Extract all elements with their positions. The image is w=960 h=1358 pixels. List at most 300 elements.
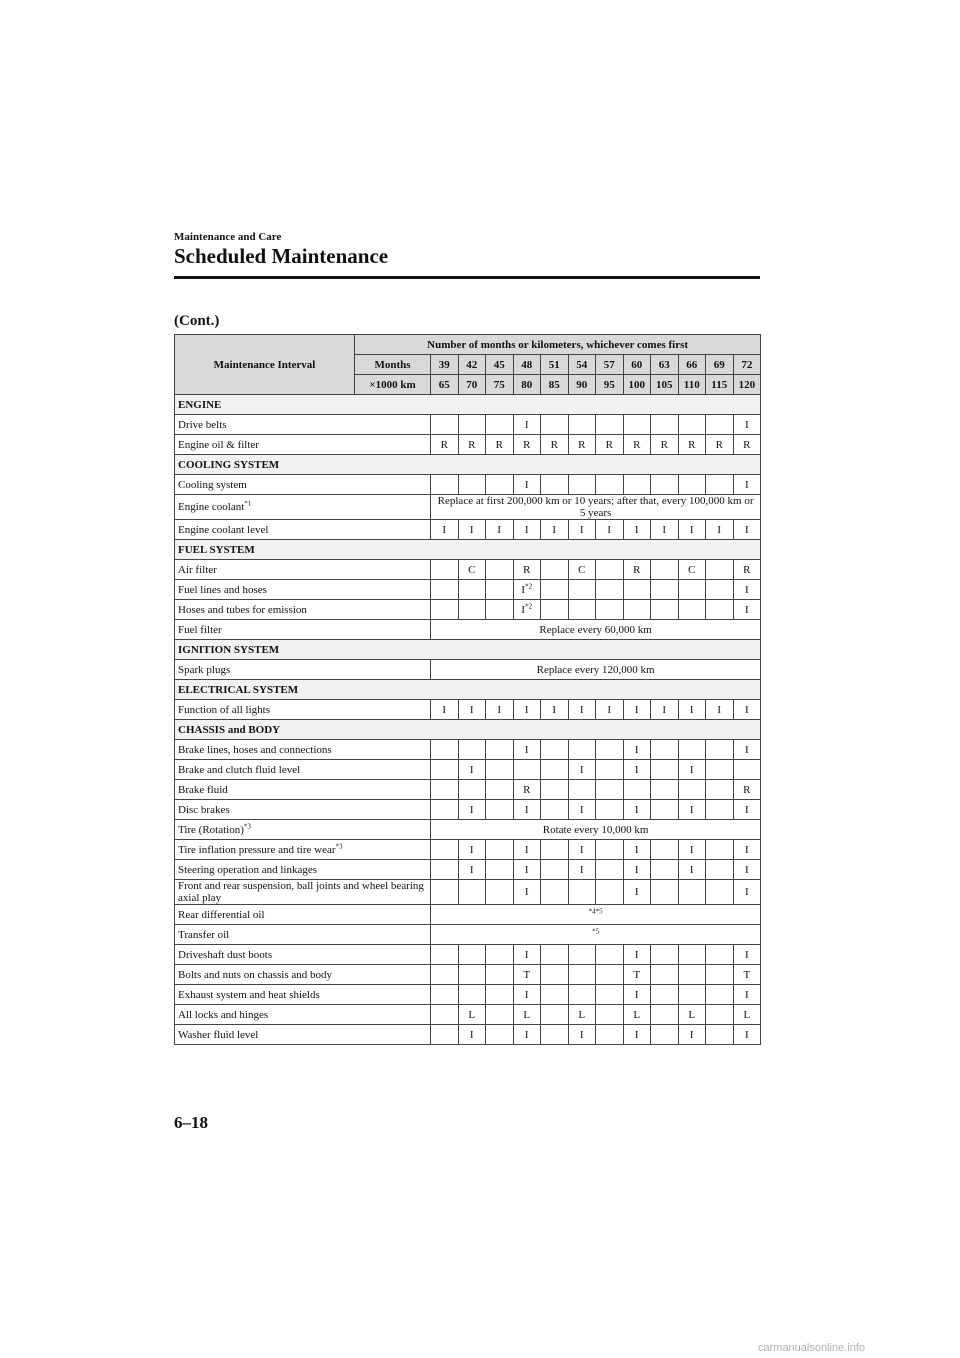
schedule-table-body <box>175 335 761 1045</box>
schedule-cell <box>486 560 514 580</box>
table-row <box>175 475 761 495</box>
km-header-6: 95 <box>596 375 624 395</box>
schedule-cell <box>678 520 706 540</box>
schedule-cell <box>651 985 679 1005</box>
footnote-ref: *3 <box>243 821 251 830</box>
cell-value: R <box>578 438 586 451</box>
schedule-cell <box>458 945 486 965</box>
cell-value: T <box>633 968 641 981</box>
schedule-cell <box>431 800 459 820</box>
cell-value: I <box>521 583 526 596</box>
schedule-cell <box>513 700 541 720</box>
month-header-10: 69 <box>706 355 734 375</box>
cell-value: R <box>605 438 613 451</box>
cell-value: I <box>717 523 722 536</box>
item-label-cell <box>175 1005 431 1025</box>
cell-value: I <box>469 843 474 856</box>
schedule-cell <box>706 700 734 720</box>
schedule-cell <box>678 740 706 760</box>
schedule-cell <box>513 560 541 580</box>
schedule-cell <box>596 880 624 905</box>
km-label: ×1000 km <box>355 375 431 395</box>
cell-value: R <box>688 438 696 451</box>
schedule-cell <box>623 600 651 620</box>
cell-value: L <box>743 1008 751 1021</box>
km-header-1: 70 <box>458 375 486 395</box>
schedule-cell <box>568 965 596 985</box>
schedule-cell <box>623 965 651 985</box>
schedule-cell <box>458 700 486 720</box>
cell-value: R <box>468 438 476 451</box>
schedule-cell <box>733 985 761 1005</box>
item-label: Tire inflation pressure and tire wear <box>178 843 336 856</box>
item-label-cell <box>175 800 431 820</box>
schedule-cell <box>458 1005 486 1025</box>
cell-value: R <box>440 438 448 451</box>
schedule-cell <box>541 860 569 880</box>
cell-value: I <box>745 523 749 536</box>
schedule-cell <box>651 600 679 620</box>
schedule-cell <box>431 700 459 720</box>
cell-value: I <box>607 523 612 536</box>
schedule-cell <box>458 780 486 800</box>
cell-value: I <box>662 523 667 536</box>
table-row <box>175 740 761 760</box>
km-header-7: 100 <box>623 375 651 395</box>
table-row <box>175 945 761 965</box>
month-header-8: 63 <box>651 355 679 375</box>
schedule-cell <box>486 1025 514 1045</box>
schedule-cell <box>486 860 514 880</box>
cell-value: I <box>689 703 694 716</box>
schedule-cell <box>596 435 624 455</box>
footnote-ref: *5 <box>592 926 600 935</box>
schedule-cell <box>541 945 569 965</box>
schedule-cell <box>486 475 514 495</box>
table-row <box>175 660 761 680</box>
schedule-cell <box>458 415 486 435</box>
cell-value: R <box>523 783 531 796</box>
cell-value: I <box>579 863 584 876</box>
item-label-cell <box>175 945 431 965</box>
item-label: Tire (Rotation) <box>178 823 244 836</box>
month-header-1: 42 <box>458 355 486 375</box>
schedule-cell <box>733 475 761 495</box>
table-row <box>175 800 761 820</box>
km-header-2: 75 <box>486 375 514 395</box>
item-label-cell <box>175 620 431 640</box>
table-row <box>175 760 761 780</box>
schedule-cell <box>678 475 706 495</box>
schedule-cell <box>623 985 651 1005</box>
schedule-cell <box>568 985 596 1005</box>
header-row-span <box>175 335 761 355</box>
cell-value: I <box>745 948 749 961</box>
table-row <box>175 415 761 435</box>
schedule-cell <box>541 415 569 435</box>
km-header-8: 105 <box>651 375 679 395</box>
schedule-cell <box>513 740 541 760</box>
item-label-cell <box>175 475 431 495</box>
item-label: Engine coolant <box>178 501 245 513</box>
schedule-cell <box>706 860 734 880</box>
schedule-cell <box>623 880 651 905</box>
schedule-cell <box>431 965 459 985</box>
item-label: Fuel lines and hoses <box>178 583 267 596</box>
cell-value: I <box>634 843 639 856</box>
item-label: Brake and clutch fluid level <box>178 763 301 776</box>
schedule-cell <box>596 780 624 800</box>
schedule-cell <box>706 880 734 905</box>
schedule-cell <box>431 520 459 540</box>
schedule-cell <box>678 435 706 455</box>
cell-value: I <box>745 988 749 1001</box>
item-label: Engine coolant level <box>178 523 269 536</box>
schedule-cell <box>486 700 514 720</box>
span-cell <box>431 925 761 945</box>
cell-value: I <box>524 863 529 876</box>
schedule-cell <box>623 740 651 760</box>
months-label: Months <box>355 355 431 375</box>
section-row <box>175 720 761 740</box>
schedule-cell <box>678 600 706 620</box>
km-header-9: 110 <box>678 375 706 395</box>
month-header-11: 72 <box>733 355 761 375</box>
schedule-cell <box>486 945 514 965</box>
item-label-cell <box>175 760 431 780</box>
item-label-cell <box>175 495 431 520</box>
schedule-cell <box>651 800 679 820</box>
schedule-cell <box>706 945 734 965</box>
item-label-cell <box>175 560 431 580</box>
schedule-cell <box>486 435 514 455</box>
item-label-cell <box>175 700 431 720</box>
schedule-cell <box>651 415 679 435</box>
cell-value: I <box>579 1028 584 1041</box>
cell-value: R <box>523 438 531 451</box>
cell-value: I <box>497 523 502 536</box>
schedule-cell <box>486 580 514 600</box>
cell-value: I <box>469 523 474 536</box>
cell-value: I <box>552 523 557 536</box>
cell-value: I <box>745 583 749 596</box>
span-text: Replace at first 200,000 km or 10 years; after that, every 100,000 km or 5 years <box>437 495 754 519</box>
schedule-cell <box>678 985 706 1005</box>
schedule-cell <box>623 580 651 600</box>
schedule-cell <box>733 740 761 760</box>
table-row <box>175 880 761 905</box>
watermark: carmanualsonline.info <box>758 1342 866 1354</box>
section-row <box>175 680 761 700</box>
schedule-cell <box>486 780 514 800</box>
schedule-cell <box>596 600 624 620</box>
schedule-cell <box>541 780 569 800</box>
item-label: Hoses and tubes for emission <box>178 603 307 616</box>
item-label-cell <box>175 905 431 925</box>
month-header-2: 45 <box>486 355 514 375</box>
schedule-cell <box>733 415 761 435</box>
schedule-cell <box>513 580 541 600</box>
cell-value: C <box>688 563 696 576</box>
schedule-cell <box>541 580 569 600</box>
cell-value: I <box>579 803 584 816</box>
cell-value: I <box>689 763 694 776</box>
schedule-cell <box>568 1025 596 1045</box>
schedule-cell <box>651 840 679 860</box>
cell-value: L <box>468 1008 476 1021</box>
cell-value: I <box>745 803 749 816</box>
schedule-cell <box>651 475 679 495</box>
cell-value: L <box>578 1008 586 1021</box>
cell-value: I <box>442 523 447 536</box>
schedule-cell <box>651 520 679 540</box>
schedule-cell <box>623 945 651 965</box>
schedule-cell <box>541 985 569 1005</box>
item-label: Driveshaft dust boots <box>178 948 273 961</box>
schedule-cell <box>431 840 459 860</box>
schedule-cell <box>486 520 514 540</box>
schedule-cell <box>458 600 486 620</box>
schedule-cell <box>596 985 624 1005</box>
schedule-cell <box>458 760 486 780</box>
schedule-cell <box>623 560 651 580</box>
schedule-cell <box>706 840 734 860</box>
item-label: Rear differential oil <box>178 908 265 921</box>
schedule-cell <box>568 800 596 820</box>
cell-value: I <box>745 478 749 491</box>
cell-value: L <box>523 1008 531 1021</box>
cell-value: I <box>552 703 557 716</box>
schedule-cell <box>623 860 651 880</box>
cell-value: I <box>521 603 526 616</box>
title-rule <box>174 276 760 279</box>
span-cell <box>431 495 761 520</box>
section-row <box>175 540 761 560</box>
page-title: Scheduled Maintenance <box>174 244 389 268</box>
schedule-cell <box>733 560 761 580</box>
schedule-cell <box>431 760 459 780</box>
schedule-cell <box>623 1025 651 1045</box>
cell-value: T <box>523 968 531 981</box>
schedule-cell <box>596 740 624 760</box>
schedule-cell <box>513 600 541 620</box>
schedule-cell <box>486 840 514 860</box>
schedule-cell <box>541 840 569 860</box>
item-label: Brake lines, hoses and connections <box>178 743 332 756</box>
schedule-cell <box>651 760 679 780</box>
schedule-cell <box>651 860 679 880</box>
item-label: Drive belts <box>178 418 227 431</box>
schedule-cell <box>651 560 679 580</box>
schedule-cell <box>568 945 596 965</box>
cell-value: R <box>633 438 641 451</box>
footnote-ref: *3 <box>335 841 343 850</box>
schedule-cell <box>706 435 734 455</box>
month-header-0: 39 <box>431 355 459 375</box>
cell-value: R <box>550 438 558 451</box>
page-number: 6–18 <box>174 1113 208 1132</box>
cell-value: I <box>524 1028 529 1041</box>
cell-value: I <box>689 843 694 856</box>
section-heading: IGNITION SYSTEM <box>175 640 761 660</box>
schedule-cell <box>486 740 514 760</box>
schedule-cell <box>706 800 734 820</box>
schedule-cell <box>486 600 514 620</box>
cell-value: I <box>524 843 529 856</box>
schedule-cell <box>458 860 486 880</box>
item-label: Bolts and nuts on chassis and body <box>178 968 332 981</box>
schedule-cell <box>651 965 679 985</box>
schedule-cell <box>596 560 624 580</box>
schedule-cell <box>596 415 624 435</box>
span-text: Replace every 120,000 km <box>536 663 655 676</box>
schedule-cell <box>651 1025 679 1045</box>
schedule-cell <box>733 520 761 540</box>
schedule-cell <box>431 600 459 620</box>
section-heading: CHASSIS and BODY <box>175 720 761 740</box>
schedule-cell <box>431 945 459 965</box>
schedule-cell <box>568 415 596 435</box>
schedule-cell <box>541 880 569 905</box>
schedule-cell <box>706 560 734 580</box>
cell-value: I <box>745 603 749 616</box>
cell-value: I <box>524 418 529 431</box>
schedule-cell <box>733 945 761 965</box>
schedule-cell <box>733 880 761 905</box>
schedule-cell <box>541 965 569 985</box>
schedule-cell <box>513 475 541 495</box>
item-label-cell <box>175 740 431 760</box>
schedule-cell <box>541 800 569 820</box>
schedule-cell <box>651 435 679 455</box>
schedule-cell <box>706 600 734 620</box>
cell-value: I <box>662 703 667 716</box>
item-label-cell <box>175 985 431 1005</box>
schedule-cell <box>513 780 541 800</box>
cell-value: I <box>524 988 529 1001</box>
schedule-cell <box>623 475 651 495</box>
schedule-cell <box>486 760 514 780</box>
schedule-cell <box>623 700 651 720</box>
schedule-cell <box>568 880 596 905</box>
item-label: Fuel filter <box>178 623 222 636</box>
km-header-4: 85 <box>541 375 569 395</box>
footnote-ref: *4*5 <box>588 906 603 915</box>
schedule-cell <box>431 740 459 760</box>
schedule-cell <box>623 800 651 820</box>
cell-value: I <box>689 863 694 876</box>
schedule-cell <box>706 1005 734 1025</box>
schedule-cell <box>678 840 706 860</box>
item-label-cell <box>175 660 431 680</box>
cell-value: I <box>634 863 639 876</box>
schedule-cell <box>651 1005 679 1025</box>
section-label: Maintenance and Care <box>174 231 282 243</box>
schedule-cell <box>651 945 679 965</box>
item-label-cell <box>175 780 431 800</box>
schedule-cell <box>431 415 459 435</box>
schedule-cell <box>733 780 761 800</box>
schedule-cell <box>596 945 624 965</box>
schedule-cell <box>431 880 459 905</box>
schedule-cell <box>651 880 679 905</box>
schedule-cell <box>706 1025 734 1045</box>
schedule-cell <box>513 800 541 820</box>
month-header-6: 57 <box>596 355 624 375</box>
schedule-cell <box>678 965 706 985</box>
cell-value: I <box>469 863 474 876</box>
schedule-cell <box>733 700 761 720</box>
schedule-cell <box>678 780 706 800</box>
schedule-cell <box>706 985 734 1005</box>
schedule-cell <box>568 520 596 540</box>
schedule-cell <box>706 965 734 985</box>
schedule-cell <box>486 1005 514 1025</box>
schedule-cell <box>733 760 761 780</box>
schedule-cell <box>733 580 761 600</box>
cell-value: I <box>524 803 529 816</box>
schedule-cell <box>678 800 706 820</box>
schedule-cell <box>678 700 706 720</box>
km-header-0: 65 <box>431 375 459 395</box>
table-row <box>175 1025 761 1045</box>
schedule-cell <box>541 1025 569 1045</box>
schedule-cell <box>678 880 706 905</box>
cell-value: I <box>607 703 612 716</box>
table-row <box>175 1005 761 1025</box>
schedule-cell <box>733 600 761 620</box>
schedule-cell <box>651 700 679 720</box>
schedule-cell <box>733 800 761 820</box>
schedule-cell <box>431 860 459 880</box>
schedule-cell <box>706 780 734 800</box>
schedule-cell <box>568 860 596 880</box>
month-header-9: 66 <box>678 355 706 375</box>
schedule-cell <box>486 415 514 435</box>
schedule-cell <box>706 520 734 540</box>
schedule-cell <box>568 700 596 720</box>
schedule-cell <box>733 1025 761 1045</box>
item-label: Disc brakes <box>178 803 230 816</box>
schedule-cell <box>651 780 679 800</box>
schedule-cell <box>513 840 541 860</box>
item-label-cell <box>175 965 431 985</box>
schedule-cell <box>541 435 569 455</box>
cell-value: I <box>579 523 584 536</box>
schedule-cell <box>513 860 541 880</box>
cell-value: I <box>689 523 694 536</box>
span-cell <box>431 620 761 640</box>
cell-value: I <box>524 523 529 536</box>
cell-value: L <box>633 1008 641 1021</box>
schedule-cell <box>458 985 486 1005</box>
schedule-cell <box>513 1025 541 1045</box>
schedule-cell <box>513 965 541 985</box>
schedule-cell <box>541 700 569 720</box>
schedule-cell <box>486 985 514 1005</box>
schedule-cell <box>568 780 596 800</box>
cell-value: I <box>745 418 749 431</box>
span-text: Rotate every 10,000 km <box>542 823 649 836</box>
item-label-cell <box>175 860 431 880</box>
table-row <box>175 780 761 800</box>
item-label: Front and rear suspension, ball joints and wheel bearing axial play <box>178 880 424 904</box>
cell-value: I <box>634 948 639 961</box>
cell-value: I <box>524 886 529 898</box>
cell-value: I <box>745 743 749 756</box>
cell-value: I <box>524 703 529 716</box>
item-label: Air filter <box>178 563 217 576</box>
